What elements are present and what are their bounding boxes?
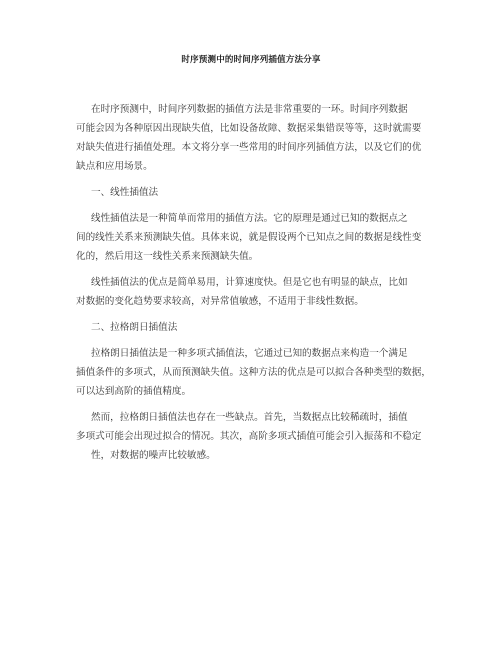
- paragraph-line: 线性插值法的优点是简单易用，计算速度快。但是它也有明显的缺点，比如: [91, 277, 408, 288]
- paragraph-line: 化的，然后用这一线性关系来预测缺失值。: [76, 251, 259, 262]
- paragraph-line: 然而，拉格朗日插值法也存在一些缺点。首先，当数据点比较稀疏时，插值: [91, 412, 408, 423]
- paragraph-line: 对缺失值进行插值处理。本文将分享一些常用的时间序列插值方法，以及它们的优: [76, 142, 422, 153]
- paragraph-line: 可以达到高阶的插值精度。: [76, 386, 192, 397]
- paragraph-line: 缺点和应用场景。: [76, 161, 153, 172]
- section-heading: 一、线性插值法: [91, 187, 159, 198]
- section-heading: 二、拉格朗日插值法: [91, 322, 178, 333]
- paragraph-line: 性，对数据的噪声比较敏感。: [91, 450, 216, 461]
- paragraph-line: 线性插值法是一种简单而常用的插值方法。它的原理是通过已知的数据点之: [91, 213, 408, 224]
- document-title: 时序预测中的时间序列插值方法分享: [181, 55, 321, 65]
- paragraph-line: 在时序预测中，时间序列数据的插值方法是非常重要的一环。时间序列数据: [91, 104, 408, 115]
- paragraph-line: 插值条件的多项式，从而预测缺失值。这种方法的优点是可以拟合各种类型的数据，: [76, 367, 431, 378]
- paragraph-line: 间的线性关系来预测缺失值。具体来说，就是假设两个已知点之间的数据是线性变: [76, 232, 422, 243]
- paragraph-line: 可能会因为各种原因出现缺失值，比如设备故障、数据采集错误等等，这时就需要: [76, 123, 422, 134]
- paragraph-line: 拉格朗日插值法是一种多项式插值法，它通过已知的数据点来构造一个满足: [91, 348, 408, 359]
- paragraph-line: 对数据的变化趋势要求较高，对异常值敏感，不适用于非线性数据。: [76, 296, 364, 307]
- paragraph-line: 多项式可能会出现过拟合的情况。其次，高阶多项式插值可能会引入振荡和不稳定: [76, 431, 422, 442]
